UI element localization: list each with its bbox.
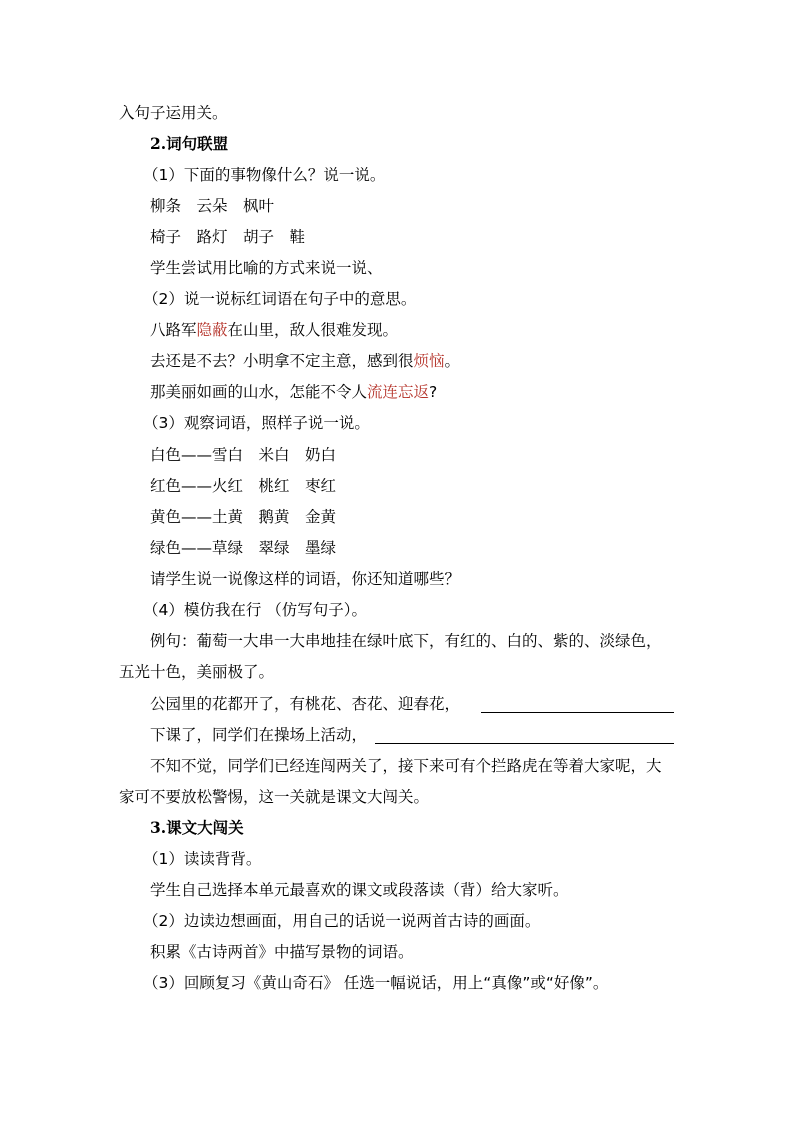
color-word-row: 红色——火红 桃红 枣红	[150, 477, 337, 495]
highlighted-word: 隐蔽	[196, 321, 228, 339]
fill-in-sentence	[150, 725, 367, 745]
text-line: 积累《古诗两首》中描写景物的词语。	[150, 943, 414, 961]
fill-in-sentence	[150, 694, 460, 714]
sentence-part: 那美丽如画的山水，怎能不令人	[150, 383, 368, 401]
sentence-part: 八路军	[150, 321, 197, 339]
word-list: 柳条 云朵 枫叶	[150, 197, 275, 215]
question-line: （2）说一说标红词语在句子中的意思。	[143, 290, 417, 308]
example-sentence	[150, 320, 398, 340]
example-sentence	[150, 351, 460, 371]
section-heading: 3.课文大闯关	[150, 818, 244, 837]
sentence-part: 。	[444, 352, 461, 370]
highlighted-word: 烦恼	[413, 352, 445, 370]
answer-blank[interactable]	[375, 727, 674, 744]
color-word-row: 绿色——草绿 翠绿 墨绿	[150, 539, 337, 557]
word-list: 椅子 路灯 胡子 鞋	[150, 228, 306, 246]
question-line: （3）回顾复习《黄山奇石》 任选一幅说话，用上“真像”或“好像”。	[143, 974, 609, 992]
sentence-part: 在山里，敌人很难发现。	[227, 321, 399, 339]
sentence-part: ?	[429, 383, 438, 401]
color-word-row: 白色——雪白 米白 奶白	[150, 446, 337, 464]
answer-blank[interactable]	[481, 696, 674, 713]
example-text: 例句：葡萄一大串一大串地挂在绿叶底下，有红的、白的、紫的、淡绿色，	[150, 632, 662, 650]
text-line: 学生自己选择本单元最喜欢的课文或段落读（背）给大家听。	[150, 881, 569, 899]
question-line: （2）边读边想画面，用自己的话说一说两首古诗的画面。	[143, 912, 541, 930]
sentence-part: 公园里的花都开了，有桃花、杏花、迎春花，	[150, 695, 461, 713]
sentence-part: 下课了，同学们在操场上活动，	[150, 726, 368, 744]
example-text: 五光十色，美丽极了。	[119, 663, 275, 681]
question-line: （4）模仿我在行 （仿写句子）。	[143, 601, 368, 619]
section-heading: 2.词句联盟	[150, 134, 229, 153]
highlighted-word: 流连忘返	[367, 383, 430, 401]
question-line: （1）读读背背。	[143, 850, 262, 868]
color-word-row: 黄色——土黄 鹅黄 金黄	[150, 508, 337, 526]
text-line: 学生尝试用比喻的方式来说一说、	[150, 259, 383, 277]
question-line: （3）观察词语，照样子说一说。	[143, 414, 370, 432]
example-sentence	[150, 382, 437, 402]
question-line: （1）下面的事物像什么？说一说。	[143, 166, 386, 184]
text-line: 入句子运用关。	[119, 104, 228, 122]
text-line: 请学生说一说像这样的词语，你还知道哪些？	[150, 570, 461, 588]
paragraph-line: 不知不觉，同学们已经连闯两关了，接下来可有个拦路虎在等着大家呢，大	[150, 757, 662, 775]
sentence-part: 去还是不去？小明拿不定主意，感到很	[150, 352, 414, 370]
paragraph-line: 家可不要放松警惕，这一关就是课文大闯关。	[119, 788, 430, 806]
